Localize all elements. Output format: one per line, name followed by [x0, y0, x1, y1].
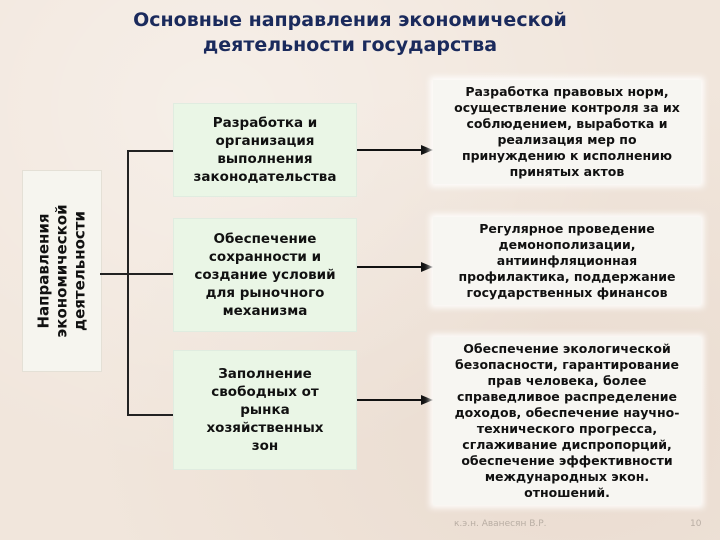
mid-box-2-line: механизма — [222, 303, 308, 319]
mid-box-3-line: свободных от — [211, 384, 319, 400]
side-label-line-3: деятельности — [71, 210, 89, 332]
mid-box-1-line: выполнения — [217, 151, 313, 167]
connector-branch-2 — [127, 273, 173, 275]
title-line-1: Основные направления экономической — [133, 9, 567, 31]
mid-box-1-line: законодательства — [193, 169, 337, 185]
connector-vertical — [127, 150, 129, 416]
arrow-1 — [355, 143, 435, 157]
right-box-3-line: сглаживание диспропорций, — [462, 437, 672, 452]
right-box-1-line: Разработка правовых норм, — [465, 84, 669, 99]
right-box-2-line: Регулярное проведение — [479, 221, 655, 236]
arrow-3 — [355, 393, 435, 407]
title-line-2: деятельности государства — [202, 34, 498, 56]
right-box-3-line: технического прогресса, — [476, 421, 658, 436]
right-box-3 — [433, 337, 701, 505]
arrow-2 — [355, 260, 435, 274]
mid-box-3 — [173, 350, 357, 470]
right-box-3-line: безопасности, гарантирование — [454, 357, 680, 372]
connector-branch-1 — [127, 150, 173, 152]
connector-stem — [100, 273, 128, 275]
right-box-3-line: обеспечение эффективности — [461, 453, 673, 468]
right-box-1-line: реализация мер по — [497, 132, 637, 147]
mid-box-3-line: Заполнение — [218, 366, 312, 382]
right-box-2 — [433, 217, 701, 305]
connector-branch-3 — [127, 414, 173, 416]
page-number: 10 — [690, 519, 702, 529]
right-box-2-line: профилактика, поддержание — [458, 269, 676, 284]
mid-box-2-line: создание условий — [194, 267, 336, 283]
footer-author: к.э.н. Аванесян В.Р. — [454, 519, 547, 529]
mid-box-3-line: зон — [251, 438, 279, 454]
right-box-1 — [433, 80, 701, 184]
side-label-box — [22, 170, 102, 372]
mid-box-1-line: организация — [215, 133, 315, 149]
side-label-line-2: экономической — [53, 204, 71, 338]
right-box-3-line: доходов, обеспечение научно- — [454, 405, 680, 420]
mid-box-2-line: для рыночного — [205, 285, 325, 301]
mid-box-1 — [173, 103, 357, 197]
right-box-1-line: принятых актов — [509, 164, 625, 179]
side-label — [35, 204, 89, 337]
right-box-3-line: справедливое распределение — [456, 389, 678, 404]
side-label-line-1: Направления — [35, 213, 53, 329]
right-box-3-line: отношений. — [524, 485, 610, 500]
right-box-2-line: антиинфляционная — [496, 253, 638, 268]
right-box-3-line: международных экон. — [484, 469, 650, 484]
mid-box-3-line: рынка — [240, 402, 290, 418]
mid-box-2-line: сохранности и — [208, 249, 322, 265]
right-box-2-line: государственных финансов — [466, 285, 668, 300]
right-box-2-line: демонополизации, — [498, 237, 636, 252]
right-box-3-line: Обеспечение экологической — [463, 341, 671, 356]
mid-box-2-line: Обеспечение — [213, 231, 317, 247]
right-box-1-line: соблюдением, выработка и — [466, 116, 668, 131]
mid-box-3-line: хозяйственных — [206, 420, 324, 436]
right-box-3-line: прав человека, более — [487, 373, 647, 388]
right-box-1-line: осуществление контроля за их — [454, 100, 680, 115]
mid-box-1-line: Разработка и — [212, 115, 318, 131]
right-box-1-line: принуждению к исполнению — [461, 148, 673, 163]
page-title — [100, 8, 600, 58]
mid-box-2 — [173, 218, 357, 332]
